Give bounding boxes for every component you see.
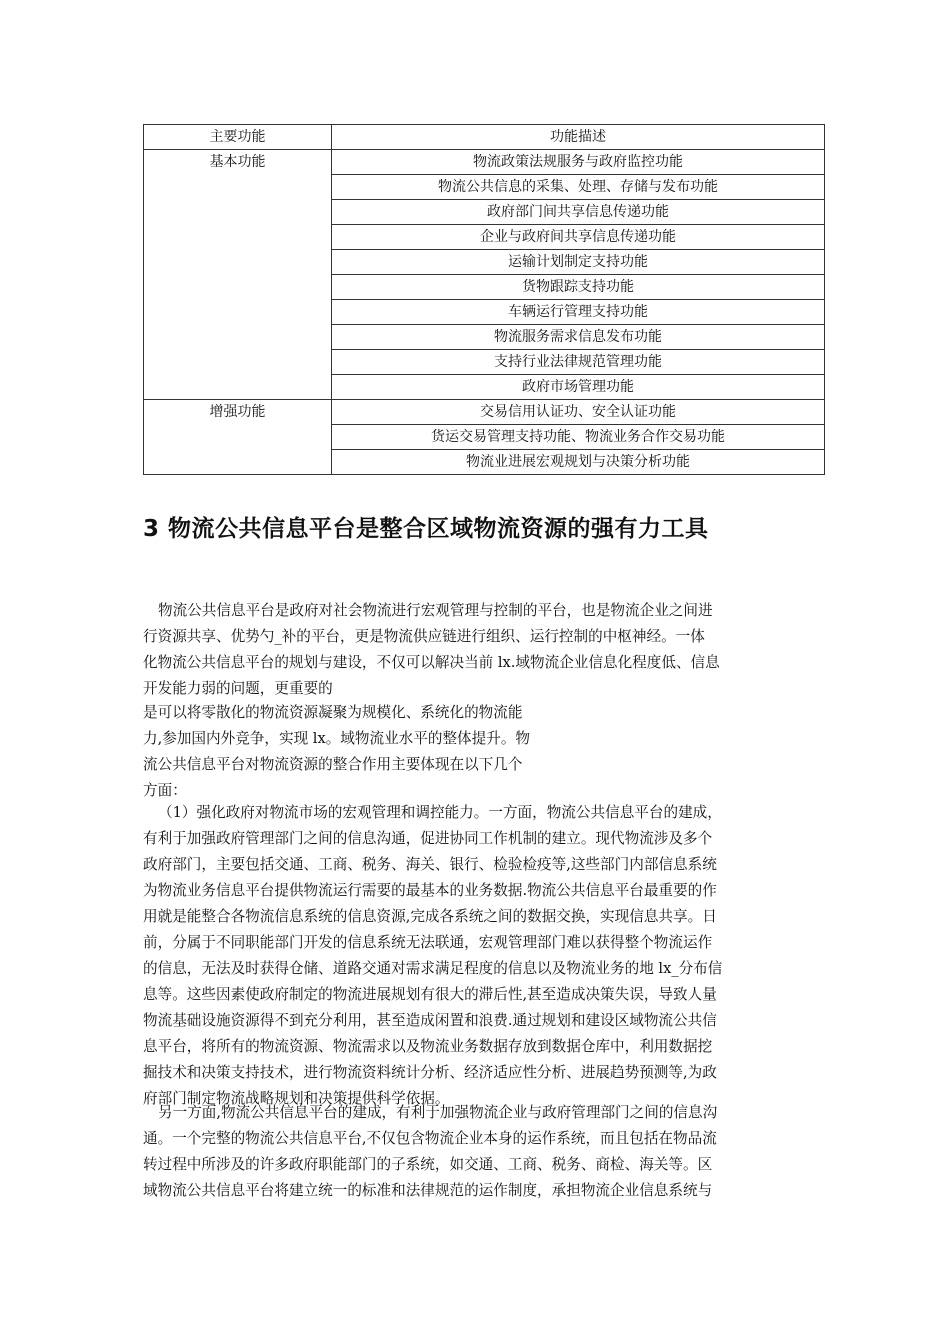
- text-line: 的信息，无法及时获得仓储、道路交通对需求满足程度的信息以及物流业务的地 lx_分布信: [143, 960, 723, 977]
- table-header-function-description: 功能描述: [332, 125, 825, 150]
- table-header-row: [144, 125, 825, 150]
- function-description-cell: 政府部门间共享信息传递功能: [332, 200, 825, 225]
- text-line: 流公共信息平台对物流资源的整合作用主要体现在以下几个: [143, 756, 523, 773]
- text-line: 府部门制定物流战略规划和决策提供科学依据。: [143, 1090, 450, 1107]
- function-description-cell: 车辆运行管理支持功能: [332, 300, 825, 325]
- text-line: 域物流公共信息平台将建立统一的标准和法律规范的运作制度，承担物流企业信息系统与: [143, 1182, 713, 1199]
- text-line: 通。一个完整的物流公共信息平台,不仅包含物流企业本身的运作系统，而且包括在物品流: [143, 1130, 717, 1147]
- function-category-cell: 增强功能: [144, 400, 332, 475]
- text-line: 方面：: [143, 782, 187, 799]
- text-line: 息等。这些因素使政府制定的物流进展规划有很大的滞后性,甚至造成决策失误，导致人量: [143, 986, 717, 1003]
- text-line: 另一方面,物流公共信息平台的建成，有利于加强物流企业与政府管理部门之间的信息沟: [158, 1104, 718, 1121]
- function-description-cell: 物流政策法规服务与政府监控功能: [332, 150, 825, 175]
- text-line: 息平台，将所有的物流资源、物流需求以及物流业务数据存放到数据仓库中，利用数据挖: [143, 1038, 713, 1055]
- text-line: 开发能力弱的问题，更重要的: [143, 680, 333, 697]
- function-description-cell: 物流服务需求信息发布功能: [332, 325, 825, 350]
- section-heading: 3 物流公共信息平台是整合区域物流资源的强有力工具: [143, 516, 709, 542]
- function-description-cell: 货物跟踪支持功能: [332, 275, 825, 300]
- text-line: 掘技术和决策支持技术，进行物流资料统计分析、经济适应性分析、进展趋势预测等,为政: [143, 1064, 717, 1081]
- text-line: 政府部门，主要包括交通、工商、税务、海关、银行、检验检疫等,这些部门内部信息系统: [143, 856, 717, 873]
- function-description-cell: 政府市场管理功能: [332, 375, 825, 400]
- function-description-cell: 交易信用认证功、安全认证功能: [332, 400, 825, 425]
- paragraph-intro: [143, 598, 811, 702]
- text-line: 有利于加强政府管理部门之间的信息沟通，促进协同工作机制的建立。现代物流涉及多个: [143, 830, 713, 847]
- text-line: 是可以将零散化的物流资源凝聚为规模化、系统化的物流能: [143, 704, 523, 721]
- function-category-cell: 基本功能: [144, 150, 332, 400]
- paragraph-point-1: [143, 800, 811, 1112]
- function-description-cell: 物流公共信息的采集、处理、存储与发布功能: [332, 175, 825, 200]
- text-line: 前，分属于不同职能部门开发的信息系统无法联通，宏观管理部门难以获得整个物流运作: [143, 934, 713, 951]
- paragraph-other-aspect: [143, 1100, 811, 1204]
- table-body: [144, 150, 825, 475]
- text-line: 力,参加国内外竞争，实现 lx。域物流业水平的整体提升。物: [143, 730, 531, 747]
- function-description-cell: 运输计划制定支持功能: [332, 250, 825, 275]
- paragraph-intro-continued: [143, 700, 583, 804]
- text-line: （1）强化政府对物流市场的宏观管理和调控能力。一方面，物流公共信息平台的建成，: [158, 804, 722, 821]
- text-line: 行资源共享、优势勺_补的平台，更是物流供应链进行组织、运行控制的中枢神经。一体: [143, 628, 705, 645]
- table-row: [144, 150, 825, 175]
- table-header-main-function: 主要功能: [144, 125, 332, 150]
- text-line: 为物流业务信息平台提供物流运行需要的最基本的业务数据.物流公共信息平台最重要的作: [143, 882, 717, 899]
- function-table: [143, 124, 825, 475]
- text-line: 物流基础设施资源得不到充分利用，甚至造成闲置和浪费.通过规划和建设区域物流公共信: [143, 1012, 717, 1029]
- function-description-cell: 支持行业法律规范管理功能: [332, 350, 825, 375]
- table-row: [144, 400, 825, 425]
- function-description-cell: 货运交易管理支持功能、物流业务合作交易功能: [332, 425, 825, 450]
- text-line: 转过程中所涉及的许多政府职能部门的子系统，如交通、工商、税务、商检、海关等。区: [143, 1156, 713, 1173]
- function-description-cell: 企业与政府间共享信息传递功能: [332, 225, 825, 250]
- text-line: 物流公共信息平台是政府对社会物流进行宏观管理与控制的平台，也是物流企业之间进: [158, 602, 713, 619]
- function-description-cell: 物流业进展宏观规划与决策分析功能: [332, 450, 825, 475]
- text-line: 用就是能整合各物流信息系统的信息资源,完成各系统之间的数据交换，实现信息共享。日: [143, 908, 717, 925]
- text-line: 化物流公共信息平台的规划与建设，不仅可以解决当前 lx.域物流企业信息化程度低、信息: [143, 654, 720, 671]
